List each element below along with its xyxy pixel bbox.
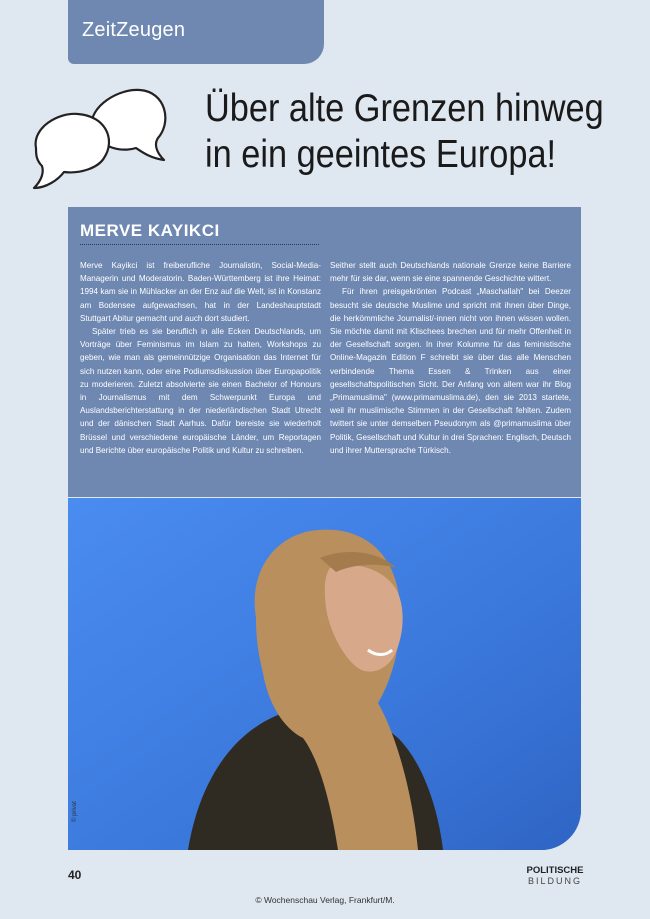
page-number: 40	[68, 868, 82, 882]
bio-box	[68, 207, 581, 497]
bio-column-2	[330, 259, 571, 457]
bio-column-1	[80, 259, 321, 457]
bio-paragraph: Merve Kayikci ist freiberufliche Journalistin, Social-Media-Managerin und Moderatorin. Baden-Württemberg ist ihre Heimat: 1994 kam sie in Mühlacker an der Enz auf die Welt, ist in Konstanz am Bodensee aufgewachsen, hat in der Landeshauptstadt Stuttgart Abitur gemacht und auch dort studiert.	[80, 261, 321, 323]
bio-paragraph: Seither stellt auch Deutschlands nationale Grenze keine Barriere mehr für sie dar, wenn sie eine spannende Geschichte wittert.	[330, 261, 571, 284]
headline-line-2: in ein geeintes Europa!	[205, 133, 557, 176]
brand-line-2: BILDUNG	[527, 876, 582, 886]
portrait-photo	[68, 498, 581, 850]
portrait-illustration	[68, 498, 581, 850]
name-divider	[80, 244, 319, 245]
section-tab	[68, 0, 324, 64]
person-name: MERVE KAYIKCI	[80, 221, 220, 240]
bio-paragraph: Für ihren preisgekrönten Podcast „Maschallah" bei Deezer besucht sie deutsche Muslime und spricht mit ihnen über Dinge, die herkömmliche Journalist/-innen nicht von ihnen wissen wollen. Sie möchte damit mit Klischees brechen und für mehr Offenheit in der Gesellschaft sorgen. In ihrer Kolumne für das feministische Online-Magazin Edition F schreibt sie über das alle Menschen verbindende Thema Essen & Trinken aus einer gesellschaftspolitischen Sicht. Der Anfang von allem war ihr Blog „Primamuslima" (www.primamuslima.de), den sie 2013 startete, weil ihr muslimische Stimmen in der Gesellschaft fehlten. Zudem twittert sie unter demselben Pseudonym als @primamuslima über Politik, Gesellschaft und Kultur in drei Sprachen: Englisch, Deutsch und ihrer Muttersprache Türkisch.	[330, 287, 571, 455]
headline-line-1: Über alte Grenzen hinweg	[205, 87, 604, 130]
bio-paragraph: Später trieb es sie beruflich in alle Ecken Deutschlands, um Vorträge über Feminismus im Islam zu halten, Workshops zu geben, wie man als gemeinnützige Organisation das Internet für sich nutzen kann, oder eine Podiumsdiskussion über Europapolitik zu moderieren. Zuletzt absolvierte sie einen Bachelor of Honours in Journalismus mit dem Schwerpunkt Europa und Auslandsberichterstattung in der niederländischen Stadt Utrecht und der dänischen Stadt Aarhus. Dafür bereiste sie wiederholt Brüssel und verschiedene europäische Länder, um Reportagen und Berichte über europäische Politik und Kultur zu schreiben.	[80, 327, 321, 455]
brand-line-1: POLITISCHE	[526, 865, 584, 876]
publisher-footer: © Wochenschau Verlag, Frankfurt/M.	[255, 895, 395, 905]
headline	[205, 86, 604, 178]
photo-credit: © privat	[72, 801, 78, 822]
speech-bubbles-icon	[30, 86, 170, 196]
section-tab-label: ZeitZeugen	[82, 19, 186, 41]
brand-logo	[525, 866, 585, 886]
